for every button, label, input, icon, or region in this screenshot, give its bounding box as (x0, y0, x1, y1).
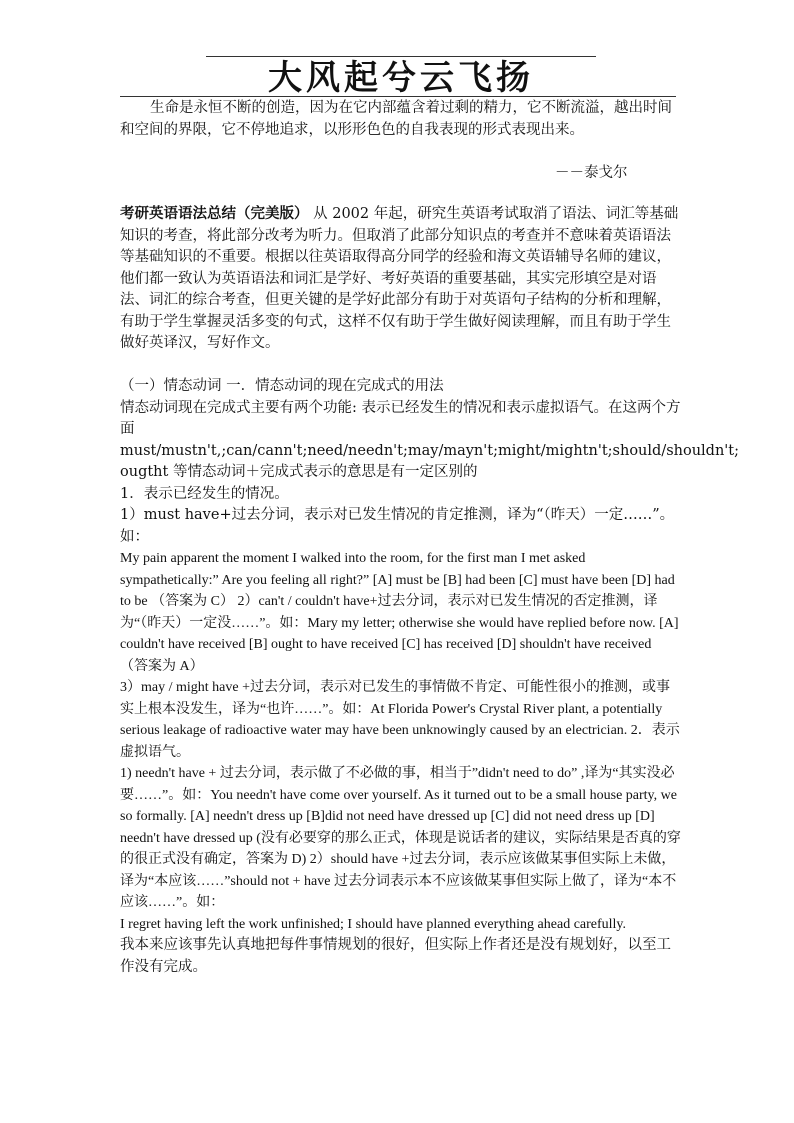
section-line: My pain apparent the moment I walked into the room, for the first man I met asked sympathetically:” Are you feeling all right?” [A] must be [B] had been [C] must have been [D] had to be （答案为 C） 2）can't / couldn't have+过去分词，表示对已发生情况的否定推测，译为“（昨天）一定没……”。如：Mary my letter; otherwise she would have replied before now. [A] couldn't have received [B] ought to have received [C] has received [D] shouldn't have received （答案为 A） (120, 551, 679, 674)
section-line: 1．表示已经发生的情况。 (120, 485, 289, 502)
section-heading: （一）情态动词 一．情态动词的现在完成式的用法 (120, 378, 444, 394)
section-line: 3）may / might have +过去分词，表示对已发生的事情做不肯定、可能性很小的推测，或事实上根本没发生，译为“也许……”。如：At Florida Power's Crystal River plant, a potentially serious leakage of radioactive water may have been unknowingly caused by an electrician. 2．表示虚拟语气。 (120, 680, 680, 760)
banner-title: 大风起兮云飞扬 (268, 58, 534, 98)
intro-paragraph (120, 203, 682, 355)
section-line: 我本来应该事先认真地把每件事情规划的很好，但实际上作者还是没有规划好，以至工作没有完成。 (120, 937, 671, 975)
section-line: 情态动词现在完成式主要有两个功能: 表示已经发生的情况和表示虚拟语气。在这两个方面 must/mustn't,;can/cann't;need/needn't;may/mayn't;might/mightn't;should/shouldn't; ougtht 等情态动词＋完成式表示的意思是有一定区别的 (120, 399, 740, 480)
intro-title: 考研英语语法总结（完美版） (120, 205, 309, 222)
section-line: 1）must have+过去分词，表示对已发生情况的肯定推测，译为“（昨天）一定……”。如： (120, 507, 675, 545)
section-line: 1) needn't have + 过去分词，表示做了不必做的事，相当于”didn't need to do” ,译为“其实没必要……”。如：You needn't have come over yourself. As it turned out to be a small house party, we so formally. [A] needn't dress up [B]did not need have dressed up [C] did not need dress up [D] needn't have dressed up (没有必要穿的那么正式，体现是说话者的建议，实际结果是否真的穿的很正式没有确定，答案为 D) 2）should have +过去分词，表示应该做某事但实际上未做，译为“本应该……”should not + have 过去分词表示本不应该做某事但实际上做了，译为“本不应该……”。如： (120, 766, 681, 910)
intro-body: 从 2002 年起，研究生英语考试取消了语法、词汇等基础知识的考查，将此部分改考为听力。但取消了此部分知识点的考查并不意味着英语语法等基础知识的不重要。根据以往英语取得高分同学的经验和海文英语辅导名师的建议，他们都一致认为英语语法和词汇是学好、考好英语的重要基础，其实完形填空是对语法、词汇的综合考查，但更关键的是学好此部分有助于对英语句子结构的分析和理解，有助于学生掌握灵活多变的句式，这样不仅有助于学生做好阅读理解，而且有助于学生做好英译汉，写好作文。 (120, 206, 679, 351)
banner-underline (120, 96, 676, 97)
grammar-section (120, 376, 740, 978)
top-rule (206, 56, 596, 57)
quote-text: 生命是永恒不断的创造，因为在它内部蕴含着过剩的精力，它不断流溢，越出时间和空间的界限，它不停地追求，以形形色色的自我表现的形式表现出来。 (120, 100, 672, 138)
section-line: I regret having left the work unfinished; I should have planned everything ahead carefully. (120, 916, 627, 932)
quote-author: －－泰戈尔 (555, 165, 628, 181)
